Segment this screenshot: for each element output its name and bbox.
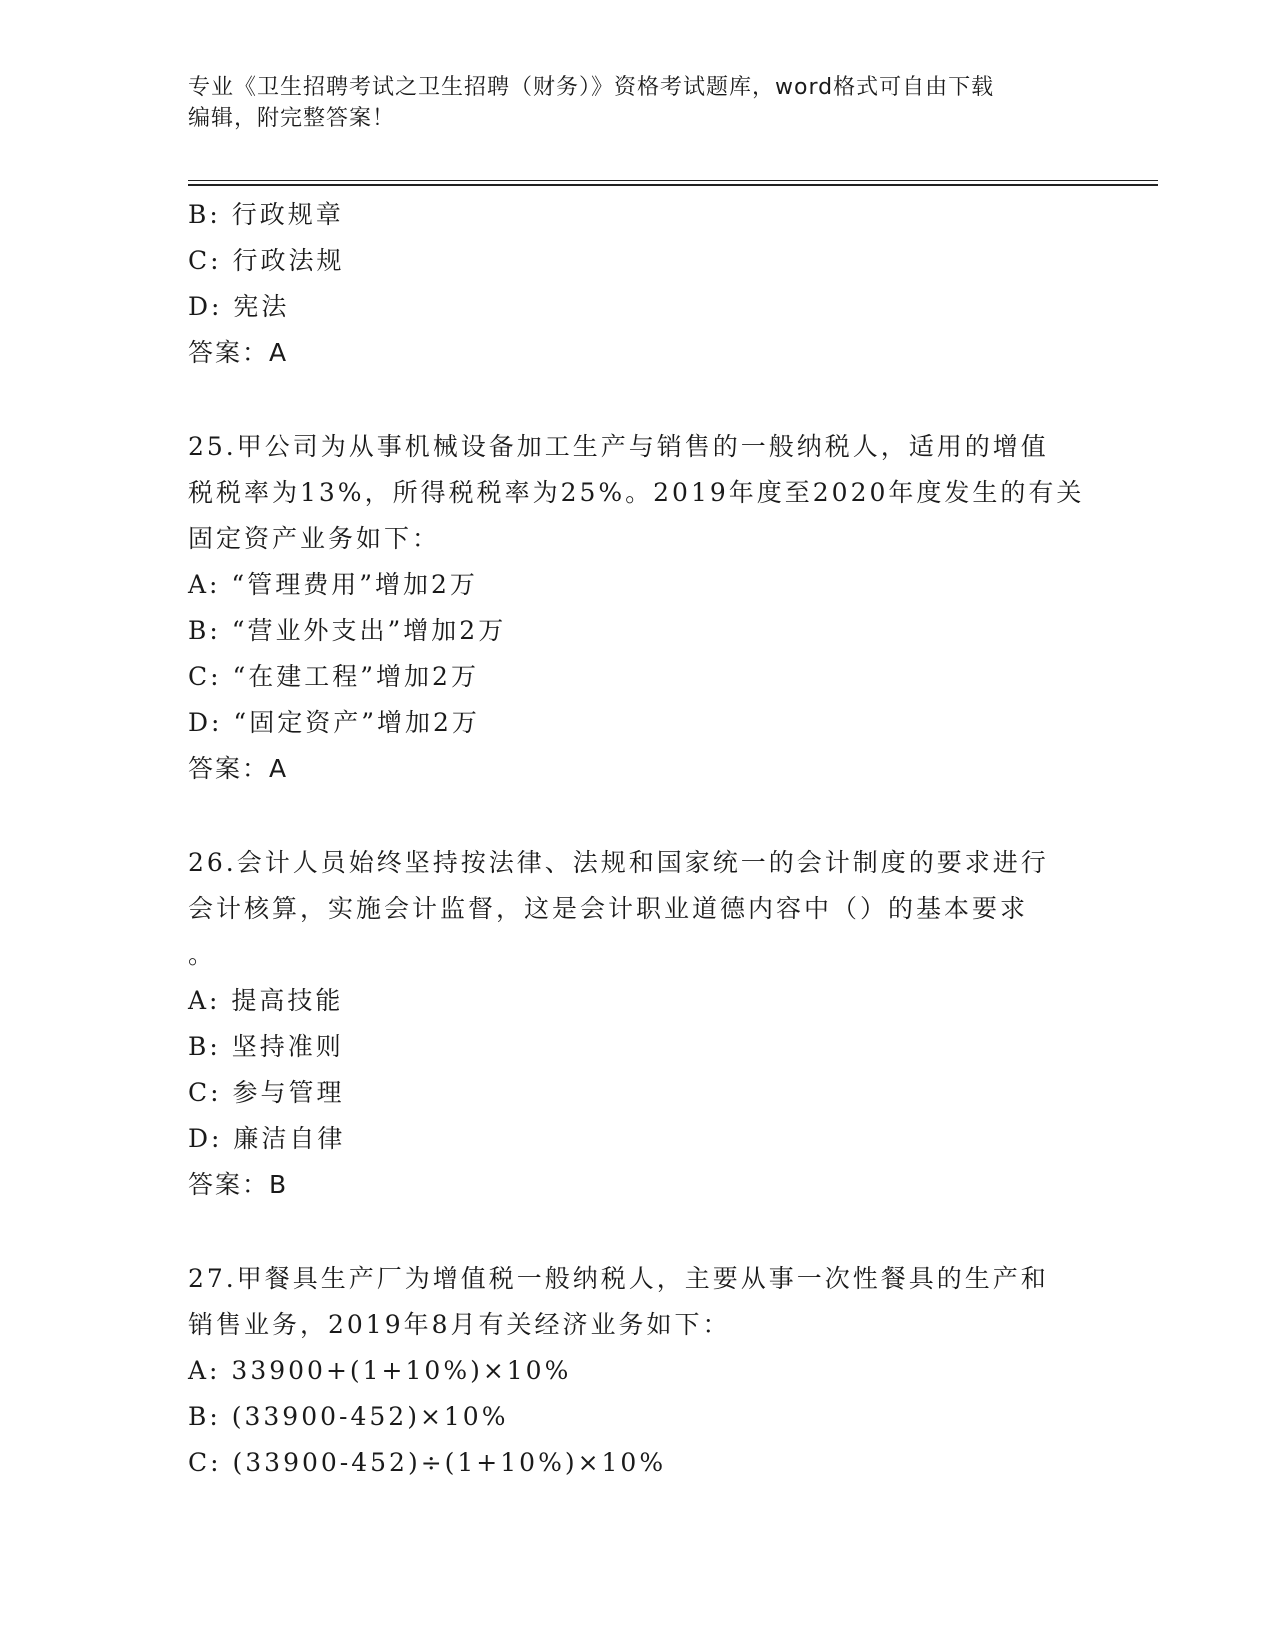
option-c: C: 参与管理 [188, 1078, 345, 1107]
question-27 [188, 1256, 1088, 1486]
question-content [188, 192, 1088, 1486]
option-a: A: “管理费用”增加2万 [188, 570, 478, 599]
header-divider-thick [188, 184, 1158, 186]
option-b: B: 坚持准则 [188, 1032, 344, 1061]
stem-line: 固定资产业务如下： [188, 524, 441, 553]
option-a: A: 33900+(1+10%)×10% [188, 1356, 572, 1385]
stem-line: 销售业务，2019年8月有关经济业务如下： [188, 1310, 731, 1339]
option-b: B: “营业外支出”增加2万 [188, 616, 507, 645]
option-a: A: 提高技能 [188, 986, 344, 1015]
question-stem [188, 424, 1088, 562]
option-d: D: 廉洁自律 [188, 1124, 346, 1153]
question-25 [188, 424, 1088, 792]
stem-line: 25.甲公司为从事机械设备加工生产与销售的一般纳税人，适用的增值 [188, 432, 1049, 461]
option-d: D: “固定资产”增加2万 [188, 708, 480, 737]
question-24 [188, 192, 1088, 376]
answer: 答案：A [188, 338, 289, 367]
header-divider-thin [188, 180, 1158, 181]
header-line-1: 专业《卫生招聘考试之卫生招聘（财务）》资格考试题库，word格式可自由下载 [188, 75, 995, 100]
answer: 答案：A [188, 754, 289, 783]
header-line-2: 编辑，附完整答案！ [188, 106, 396, 131]
stem-line: 。 [188, 940, 217, 969]
question-26 [188, 840, 1088, 1208]
stem-line: 税税率为13%，所得税税率为25%。2019年度至2020年度发生的有关 [188, 478, 1085, 507]
option-d: D: 宪法 [188, 292, 290, 321]
option-b: B: (33900-452)×10% [188, 1402, 509, 1431]
document-header [188, 72, 1088, 134]
stem-line: 27.甲餐具生产厂为增值税一般纳税人，主要从事一次性餐具的生产和 [188, 1264, 1049, 1293]
option-c: C: 行政法规 [188, 246, 345, 275]
stem-line: 26.会计人员始终坚持按法律、法规和国家统一的会计制度的要求进行 [188, 848, 1049, 877]
answer: 答案：B [188, 1170, 289, 1199]
question-stem [188, 840, 1088, 978]
stem-line: 会计核算，实施会计监督，这是会计职业道德内容中（）的基本要求 [188, 894, 1029, 923]
question-stem [188, 1256, 1088, 1348]
option-c: C: (33900-452)÷(1+10%)×10% [188, 1448, 667, 1477]
option-c: C: “在建工程”增加2万 [188, 662, 479, 691]
option-b: B: 行政规章 [188, 200, 344, 229]
